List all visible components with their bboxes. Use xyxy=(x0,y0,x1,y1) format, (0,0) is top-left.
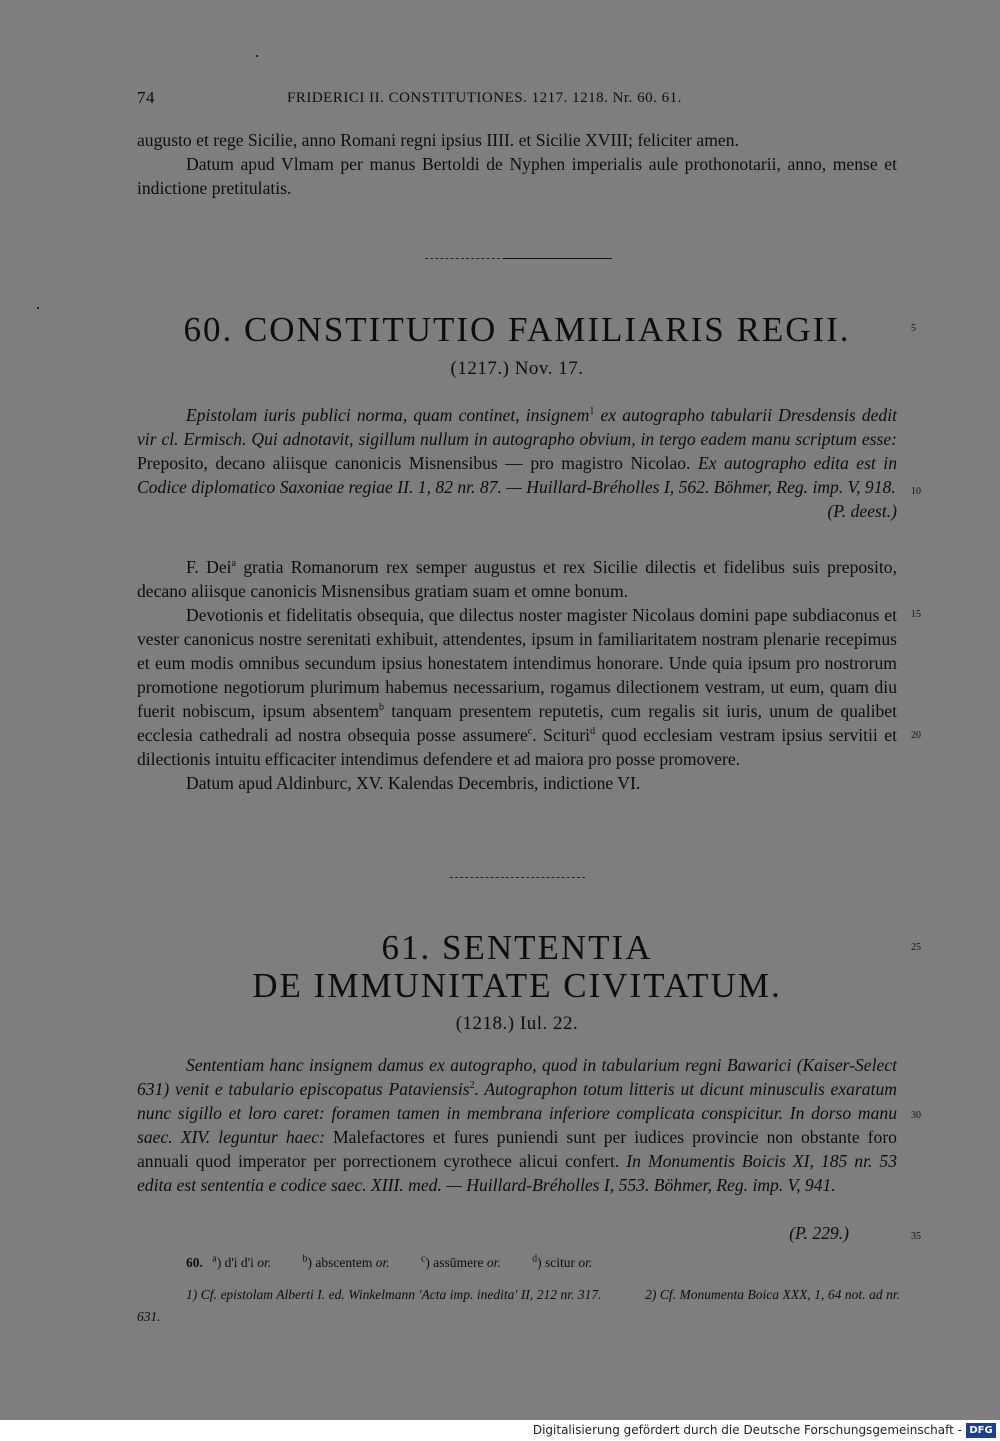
variant-text: d'i d'i xyxy=(224,1255,254,1270)
doc61-date: (1218.) Iul. 22. xyxy=(455,1013,579,1034)
doc60-p2-a: Devotionis et fidelitatis obsequia, que dilectus noster magister Nicolaus domini pape subdiaconus et vester canonicus nostre serenitati exhibuit, attendentes, ipsum in familiaritatem nostram plenarie recepimus et eum modis omnibus secundum ipsius honestatem intendimus honorare. Unde quia ipsum pro nostrorum promotione negotiorum plurimum habemus necessarium, rogamus dilectionem vestram, ut eum, quam diu fuerit nobiscum, ipsum absentem xyxy=(137,605,897,721)
scan-speck xyxy=(37,307,39,309)
variant-note: or. xyxy=(486,1255,501,1270)
doc60-body xyxy=(137,555,897,795)
doc60-p2-d: quod ecclesiam vestram ipsius servitii et dilectionis intuitu efficaciter intendimus defendere et ad maiora pro posse promovere. xyxy=(137,725,897,769)
variant-mark: c xyxy=(420,1253,426,1265)
doc61-intro-a: Sententiam hanc insignem damus ex autographo, quod in tabularium regni Bawarici (Kaiser-Select 631) venit e tabulario episcopatus Pataviensis xyxy=(137,1055,897,1099)
top-text-block xyxy=(137,128,897,200)
doc60-p2-c: . Sciturі xyxy=(532,725,591,745)
doc60-heading: 60. CONSTITUTIO FAMILIARIS REGII. xyxy=(183,310,851,349)
top-text-line: augusto et rege Sicilie, anno Romani regni ipsius IIII. et Sicilie XVIII; feliciter amen. xyxy=(137,130,739,150)
footer-bar xyxy=(0,1420,1000,1441)
doc60-intro-d: Ex autographo edita est in Codice diplomatico Saxoniae regiae II. 1, 82 nr. 87. — Huillard-Bréholles I, 562. Böhmer, Reg. imp. V, 918. xyxy=(137,453,897,497)
doc61-heading-line2: DE IMMUNITATE CIVITATUM. xyxy=(252,966,782,1005)
line-number: 5 xyxy=(911,323,916,334)
doc60-intro-b: ex autographo tabularii Dresdensis dedit vir cl. Ermisch. Qui adnotavit, sigillum nullum in autographo obvium, in tergo eadem manu scriptum esse: xyxy=(137,405,897,449)
line-number: 20 xyxy=(911,730,921,741)
scan-speck xyxy=(256,55,258,57)
doc60-intro xyxy=(137,403,897,523)
variant-text: assūmere xyxy=(433,1255,484,1270)
doc61-heading-line1: 61. SENTENTIA xyxy=(381,928,653,967)
variant-mark: d xyxy=(590,726,596,738)
top-datum: Datum apud Vlmam per manus Bertoldi de Nyphen imperialis aule prothonotarii, anno, mense et indictione pretitulatis. xyxy=(137,154,897,198)
variant-mark: c xyxy=(527,726,533,738)
funding-credit: Digitalisierung gefördert durch die Deutsche Forschungsgemeinschaft - xyxy=(532,1423,962,1437)
variant-mark: d xyxy=(532,1253,538,1265)
doc60-date: (1217.) Nov. 17. xyxy=(450,358,584,379)
doc60-intro-a: Epistolam iuris publici norma, quam continet, insignem xyxy=(186,405,590,425)
footnote-mark: 1 xyxy=(589,406,595,418)
variant-text: scitur xyxy=(545,1255,576,1270)
doc61-intro-d: In Monumentis Boicis XI, 185 nr. 53 edita est sententia e codice saec. XIII. med. — Huillard-Bréholles I, 553. Böhmer, Reg. imp. V, 941. xyxy=(137,1151,897,1195)
running-header xyxy=(137,88,900,112)
running-title: FRIDERICI II. CONSTITUTIONES. 1217. 1218. Nr. 60. 61. xyxy=(287,90,682,106)
footnote-2: 2) Cf. Monumenta Boica XXX, 1, 64 not. ad nr. 631. xyxy=(137,1287,900,1324)
footnotes xyxy=(137,1284,900,1328)
separator-dashed xyxy=(450,877,585,879)
dfg-logo: DFG xyxy=(966,1423,996,1438)
footnote-1: 1) Cf. epistolam Alberti I. ed. Winkelmann 'Acta imp. inedita' II, 212 nr. 317. xyxy=(186,1287,602,1302)
doc60-intro-c: Preposito, decano aliisque canonicis Misnensibus — pro magistro Nicolao. xyxy=(137,453,698,473)
line-number: 35 xyxy=(911,1231,921,1242)
doc61-ref-row xyxy=(137,1221,897,1245)
variant-note: or. xyxy=(257,1255,272,1270)
variant-mark: b xyxy=(302,1253,308,1265)
variant-label: 60. xyxy=(186,1255,203,1270)
variant-text: abscentem xyxy=(315,1255,373,1270)
doc60-ref: (P. deest.) xyxy=(827,501,897,521)
variant-mark: a xyxy=(231,558,236,570)
doc61-intro xyxy=(137,1053,897,1197)
variant-notes: 60. $^a$) d'i d'i or. $^b$) abscentem or. $^c$) assūmere or. $^d$) scitur or. xyxy=(186,1253,593,1270)
doc60-p1-a: F. Dei xyxy=(186,557,232,577)
separator-dashed xyxy=(425,258,505,260)
doc61-ref: (P. 229.) xyxy=(789,1223,849,1243)
line-number: 10 xyxy=(911,486,921,497)
doc61-intro-b: . Autographon totum litteris ut dicunt minusculis exaratum nunc sigillo et loro caret: foramen tamen in membrana inferiore complicata conspicitur. In dorso manu saec. XIV. leguntur haec: xyxy=(137,1079,897,1147)
line-number: 30 xyxy=(911,1110,921,1121)
variant-mark: b xyxy=(379,702,385,714)
variant-mark: a xyxy=(212,1253,217,1265)
page-number: 74 xyxy=(137,88,155,107)
doc60-p1-b: gratia Romanorum rex semper augustus et rex Sicilie dilectis et fidelibus suis preposito, decano aliisque canonicis Misnensibus gratiam suam et omne bonum. xyxy=(137,557,897,601)
doc60-datum: Datum apud Aldinburc, XV. Kalendas Decembris, indictione VI. xyxy=(186,773,641,793)
variant-note: or. xyxy=(578,1255,593,1270)
separator-rule xyxy=(505,258,612,259)
footnote-mark: 2 xyxy=(469,1080,475,1092)
variant-note: or. xyxy=(375,1255,390,1270)
line-number: 15 xyxy=(911,609,921,620)
doc60-p2-b: tanquam presentem reputetis, cum regalis sit iuris, unum de qualibet ecclesia cathedrali ad nostra obsequia posse assumere xyxy=(137,701,897,745)
doc61-intro-c: Malefactores et fures puniendi sunt per iudices provincie non obstante foro annuali quod imperator per porrectionem cyrothece alicui confert. xyxy=(137,1127,897,1171)
line-number: 25 xyxy=(911,942,921,953)
